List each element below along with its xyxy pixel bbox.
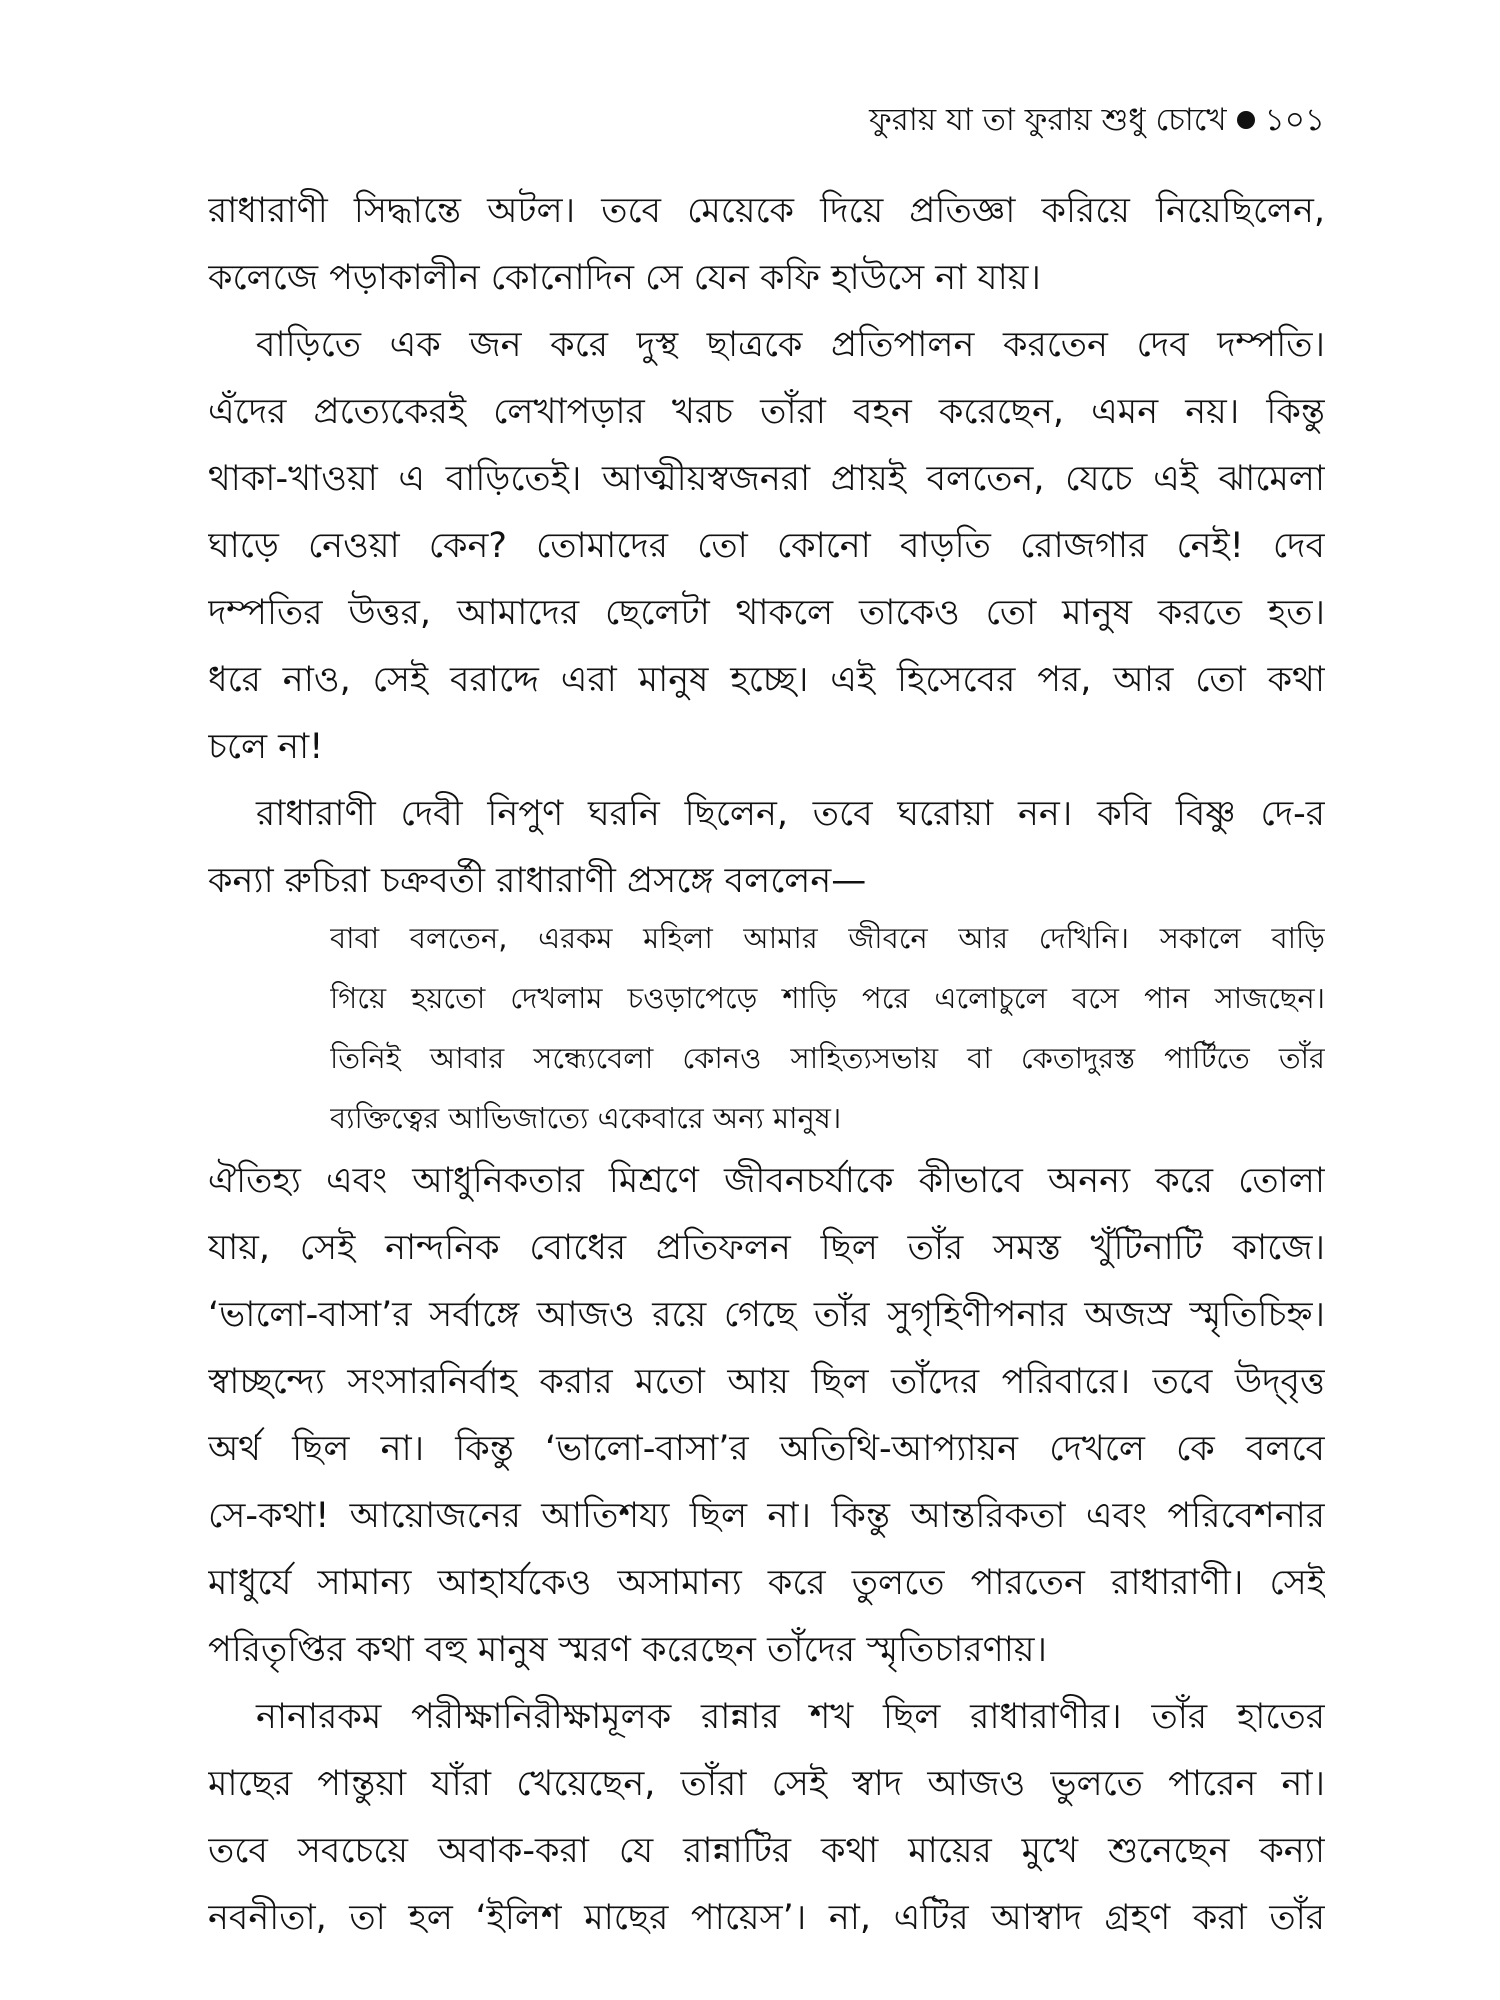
bullet-icon bbox=[1237, 111, 1255, 129]
quote-line: ব্যক্তিত্বের আভিজাত্যে একেবারে অন্য মানুষ। bbox=[330, 1101, 842, 1135]
paragraph-line: এঁদের প্রত্যেকেরই লেখাপড়ার খরচ তাঁরা বহন করেছেন, এমন নয়। কিন্তু bbox=[208, 392, 1325, 432]
paragraph-line: ধরে নাও, সেই বরাদ্দে এরা মানুষ হচ্ছে। এই হিসেবের পর, আর তো কথা bbox=[208, 660, 1325, 700]
quote-line: গিয়ে হয়তো দেখলাম চওড়াপেড়ে শাড়ি পরে এলোচুলে বসে পান সাজছেন। bbox=[330, 981, 1325, 1015]
page-number: ১০১ bbox=[1264, 102, 1325, 138]
paragraph-line: স্বাচ্ছন্দ্যে সংসারনির্বাহ করার মতো আয় ছিল তাঁদের পরিবারে। তবে উদ্‌বৃত্ত bbox=[208, 1362, 1325, 1402]
running-header-title: ফুরায় যা তা ফুরায় শুধু চোখে bbox=[869, 102, 1227, 138]
paragraph-line: থাকা-খাওয়া এ বাড়িতেই। আত্মীয়স্বজনরা প্রায়ই বলতেন, যেচে এই ঝামেলা bbox=[208, 459, 1325, 499]
paragraph-line: ‘ভালো-বাসা’র সর্বাঙ্গে আজও রয়ে গেছে তাঁর সুগৃহিণীপনার অজস্র স্মৃতিচিহ্ন। bbox=[208, 1295, 1325, 1335]
paragraph-line: সে-কথা! আয়োজনের আতিশয্য ছিল না। কিন্তু আন্তরিকতা এবং পরিবেশনার bbox=[208, 1496, 1325, 1536]
quote-line: তিনিই আবার সন্ধ্যেবেলা কোনও সাহিত্যসভায় বা কেতাদুরস্ত পার্টিতে তাঁর bbox=[330, 1041, 1325, 1075]
body-text-upper bbox=[208, 178, 1325, 915]
paragraph-line: রাধারাণী দেবী নিপুণ ঘরনি ছিলেন, তবে ঘরোয়া নন। কবি বিষ্ণু দে-র bbox=[256, 794, 1325, 834]
block-quote bbox=[330, 908, 1325, 1148]
paragraph-line: রাধারাণী সিদ্ধান্তে অটল। তবে মেয়েকে দিয়ে প্রতিজ্ঞা করিয়ে নিয়েছিলেন, bbox=[208, 191, 1325, 231]
paragraph-line: ঘাড়ে নেওয়া কেন? তোমাদের তো কোনো বাড়তি রোজগার নেই! দেব bbox=[208, 526, 1325, 566]
paragraph-line: চলে না! bbox=[208, 727, 324, 767]
paragraph-line: নবনীতা, তা হল ‘ইলিশ মাছের পায়েস’। না, এটির আস্বাদ গ্রহণ করা তাঁর bbox=[208, 1898, 1325, 1938]
paragraph-line: অর্থ ছিল না। কিন্তু ‘ভালো-বাসা’র অতিথি-আপ্যায়ন দেখলে কে বলবে bbox=[208, 1429, 1325, 1469]
paragraph-line: মাধুর্যে সামান্য আহার্যকেও অসামান্য করে তুলতে পারতেন রাধারাণী। সেই bbox=[208, 1563, 1325, 1603]
paragraph-line: যায়, সেই নান্দনিক বোধের প্রতিফলন ছিল তাঁর সমস্ত খুঁটিনাটি কাজে। bbox=[208, 1228, 1325, 1268]
paragraph-line: নানারকম পরীক্ষানিরীক্ষামূলক রান্নার শখ ছিল রাধারাণীর। তাঁর হাতের bbox=[256, 1697, 1325, 1737]
paragraph-line: দম্পতির উত্তর, আমাদের ছেলেটা থাকলে তাকেও তো মানুষ করতে হত। bbox=[208, 593, 1325, 633]
paragraph-line: মাছের পান্তুয়া যাঁরা খেয়েছেন, তাঁরা সেই স্বাদ আজও ভুলতে পারেন না। bbox=[208, 1764, 1325, 1804]
paragraph-line: তবে সবচেয়ে অবাক-করা যে রান্নাটির কথা মায়ের মুখে শুনেছেন কন্যা bbox=[208, 1831, 1325, 1871]
paragraph-line: কলেজে পড়াকালীন কোনোদিন সে যেন কফি হাউসে না যায়। bbox=[208, 258, 1041, 298]
paragraph-line: কন্যা রুচিরা চক্রবর্তী রাধারাণী প্রসঙ্গে বললেন— bbox=[208, 861, 867, 901]
paragraph-line: বাড়িতে এক জন করে দুস্থ ছাত্রকে প্রতিপালন করতেন দেব দম্পতি। bbox=[256, 325, 1325, 365]
running-header bbox=[700, 92, 1325, 148]
body-text-lower bbox=[208, 1148, 1325, 1952]
quote-line: বাবা বলতেন, এরকম মহিলা আমার জীবনে আর দেখিনি। সকালে বাড়ি bbox=[330, 921, 1325, 955]
paragraph-line: পরিতৃপ্তির কথা বহু মানুষ স্মরণ করেছেন তাঁদের স্মৃতিচারণায়। bbox=[208, 1630, 1048, 1670]
paragraph-line: ঐতিহ্য এবং আধুনিকতার মিশ্রণে জীবনচর্যাকে কীভাবে অনন্য করে তোলা bbox=[208, 1161, 1325, 1201]
